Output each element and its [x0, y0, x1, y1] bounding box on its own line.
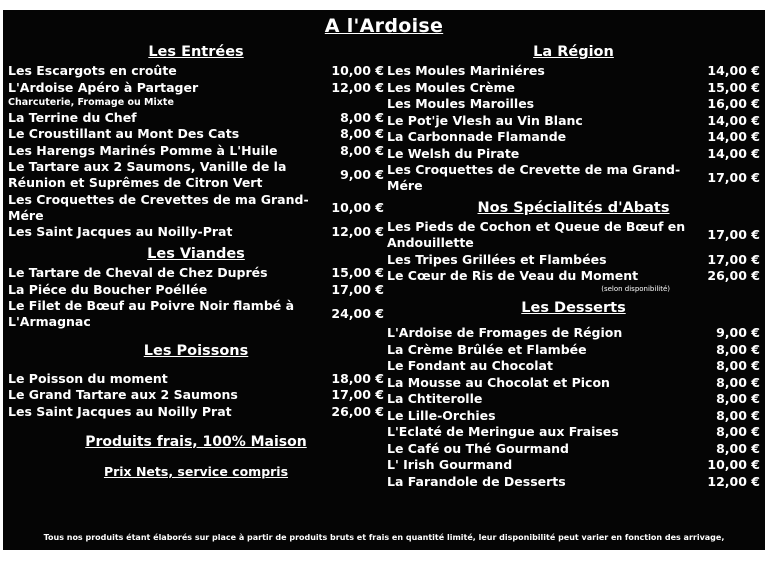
menu-item — [387, 441, 760, 457]
item-name: La Mousse au Chocolat et Picon — [387, 374, 610, 390]
section-heading-abats: Nos Spécialités d'Abats — [477, 200, 670, 216]
menu-item — [387, 408, 760, 424]
item-name: Le Croustillant au Mont Des Cats — [8, 126, 240, 141]
item-price: 8,00 € — [340, 126, 384, 141]
item-name: Les Saint Jacques au Noilly-Prat — [8, 224, 233, 239]
item-price: 8,00 € — [716, 358, 760, 373]
item-name: L'Ardoise Apéro à Partager — [8, 79, 199, 95]
menu-item — [387, 474, 760, 490]
item-name: Les Moules Crème — [387, 79, 516, 95]
menu-item — [387, 358, 760, 374]
item-price: 10,00 € — [331, 199, 384, 215]
item-price: 8,00 € — [716, 391, 760, 406]
item-price: 17,00 € — [707, 251, 760, 267]
item-name: Les Harengs Marinés Pomme à L'Huile — [8, 142, 278, 158]
menu-item — [387, 252, 760, 268]
item-name: Les Pieds de Cochon et Queue de Bœuf en Andouillette — [387, 219, 686, 250]
item-price: 8,00 € — [716, 407, 760, 423]
section-heading-entrees: Les Entrées — [148, 44, 244, 60]
availability-note: (selon disponibilité) — [601, 284, 670, 293]
item-price: 18,00 € — [331, 370, 384, 386]
menu-item — [8, 387, 384, 403]
item-price: 8,00 € — [716, 341, 760, 357]
item-price: 12,00 € — [331, 79, 384, 95]
item-name: La Terrine du Chef — [8, 109, 137, 125]
item-price: 10,00 € — [331, 63, 384, 78]
item-price: 17,00 € — [707, 227, 760, 242]
item-price: 9,00 € — [716, 325, 760, 340]
item-price: 9,00 € — [340, 167, 384, 182]
item-price: 24,00 € — [331, 306, 384, 321]
item-name: Les Croquettes de Crevettes de ma Grand-Mére — [8, 191, 309, 223]
item-name: Le Café ou Thé Gourmand — [387, 440, 569, 456]
note-text: Charcuterie, Fromage ou Mixte — [8, 97, 174, 108]
menu-item — [387, 268, 760, 284]
item-name: Le Cœur de Ris de Veau du Moment — [387, 268, 639, 283]
item-price: 17,00 € — [707, 170, 760, 185]
section-heading-desserts: Les Desserts — [521, 299, 626, 316]
menu-item — [387, 424, 760, 440]
item-price: 12,00 € — [707, 473, 760, 489]
item-name: Les Croquettes de Crevette de ma Grand-Mére — [387, 162, 681, 193]
item-name: Le Lille-Orchies — [387, 407, 496, 423]
item-price: 8,00 € — [340, 142, 384, 158]
right-column — [387, 38, 760, 490]
section-heading-region: La Région — [533, 44, 614, 60]
item-name: Le Welsh du Pirate — [387, 145, 520, 161]
menu-item — [387, 325, 760, 341]
menu-item — [387, 457, 760, 473]
menu-item — [8, 282, 384, 298]
section-heading-poissons: Les Poissons — [143, 343, 249, 359]
menu-item — [387, 219, 760, 251]
item-name: La Chtiterolle — [387, 391, 483, 406]
menu-item — [8, 110, 384, 126]
menu-item — [387, 113, 760, 129]
menu-item — [8, 192, 384, 224]
menu-item — [8, 224, 384, 240]
net-prices-note: Prix Nets, service compris — [103, 463, 289, 479]
menu-item — [387, 80, 760, 96]
item-price: 14,00 € — [707, 129, 760, 144]
item-name: Le Tartare aux 2 Saumons, Vanille de la Réunion et Suprêmes de Citron Vert — [8, 159, 287, 190]
item-price: 26,00 € — [331, 403, 384, 419]
item-price: 8,00 € — [716, 424, 760, 439]
item-price: 14,00 € — [707, 63, 760, 78]
item-name: Les Tripes Grillées et Flambées — [387, 251, 607, 267]
menu-item — [387, 162, 760, 194]
menu-item — [8, 404, 384, 420]
item-name: Le Pot'je Vlesh au Vin Blanc — [387, 112, 583, 128]
menu-item — [8, 298, 384, 330]
item-name: Les Saint Jacques au Noilly Prat — [8, 403, 232, 419]
item-price: 10,00 € — [707, 457, 760, 472]
menu-item — [387, 375, 760, 391]
item-name: L'Eclaté de Meringue aux Fraises — [387, 424, 619, 439]
menu-item — [387, 63, 760, 79]
menu-item — [387, 342, 760, 358]
item-price: 15,00 € — [707, 79, 760, 95]
item-name: La Crème Brûlée et Flambée — [387, 341, 587, 357]
menu-item — [387, 146, 760, 162]
menu-title: A l'Ardoise — [324, 15, 444, 37]
item-price: 8,00 € — [716, 374, 760, 390]
left-column — [8, 38, 384, 480]
menu-item — [8, 80, 384, 96]
item-price: 12,00 € — [331, 224, 384, 239]
item-price: 17,00 € — [331, 281, 384, 297]
fresh-products-banner: Produits frais, 100% Maison — [85, 433, 307, 450]
item-name: Le Poisson du moment — [8, 370, 168, 386]
item-name: Le Tartare de Cheval de Chez Duprés — [8, 265, 268, 280]
item-name: L' Irish Gourmand — [387, 457, 513, 472]
item-price: 14,00 € — [707, 145, 760, 161]
item-name: La Farandole de Desserts — [387, 473, 566, 489]
item-price: 16,00 € — [707, 96, 760, 111]
menu-item — [8, 159, 384, 191]
item-name: Les Moules Mariniéres — [387, 63, 545, 78]
item-price: 14,00 € — [707, 112, 760, 128]
menu-item — [8, 126, 384, 142]
menu-item — [387, 96, 760, 112]
item-name: Le Grand Tartare aux 2 Saumons — [8, 387, 238, 402]
menu-item — [8, 265, 384, 281]
item-name: Les Escargots en croûte — [8, 63, 177, 78]
item-price: 8,00 € — [716, 440, 760, 456]
menu-item — [8, 143, 384, 159]
item-name: Le Fondant au Chocolat — [387, 358, 553, 373]
item-name: La Piéce du Boucher Poéllée — [8, 281, 208, 297]
menu-item — [8, 371, 384, 387]
item-price: 8,00 € — [340, 109, 384, 125]
charcuterie-note — [8, 96, 384, 109]
item-price: 17,00 € — [331, 387, 384, 402]
section-heading-viandes: Les Viandes — [147, 246, 245, 262]
menu-item — [8, 63, 384, 79]
item-name: Les Moules Maroilles — [387, 96, 535, 111]
item-price: 15,00 € — [331, 265, 384, 280]
menu-item — [387, 391, 760, 407]
menu-item — [387, 129, 760, 145]
footer-disclaimer: Tous nos produits étant élaborés sur place à partir de produits bruts et frais en quantité limité, leur disponibilité peut varier en fonction des arrivage, — [43, 533, 725, 542]
item-price: 26,00 € — [707, 268, 760, 283]
item-name: La Carbonnade Flamande — [387, 129, 567, 144]
item-name: Le Filet de Bœuf au Poivre Noir flambé à L'Armagnac — [8, 298, 295, 329]
item-name: L'Ardoise de Fromages de Région — [387, 325, 623, 340]
